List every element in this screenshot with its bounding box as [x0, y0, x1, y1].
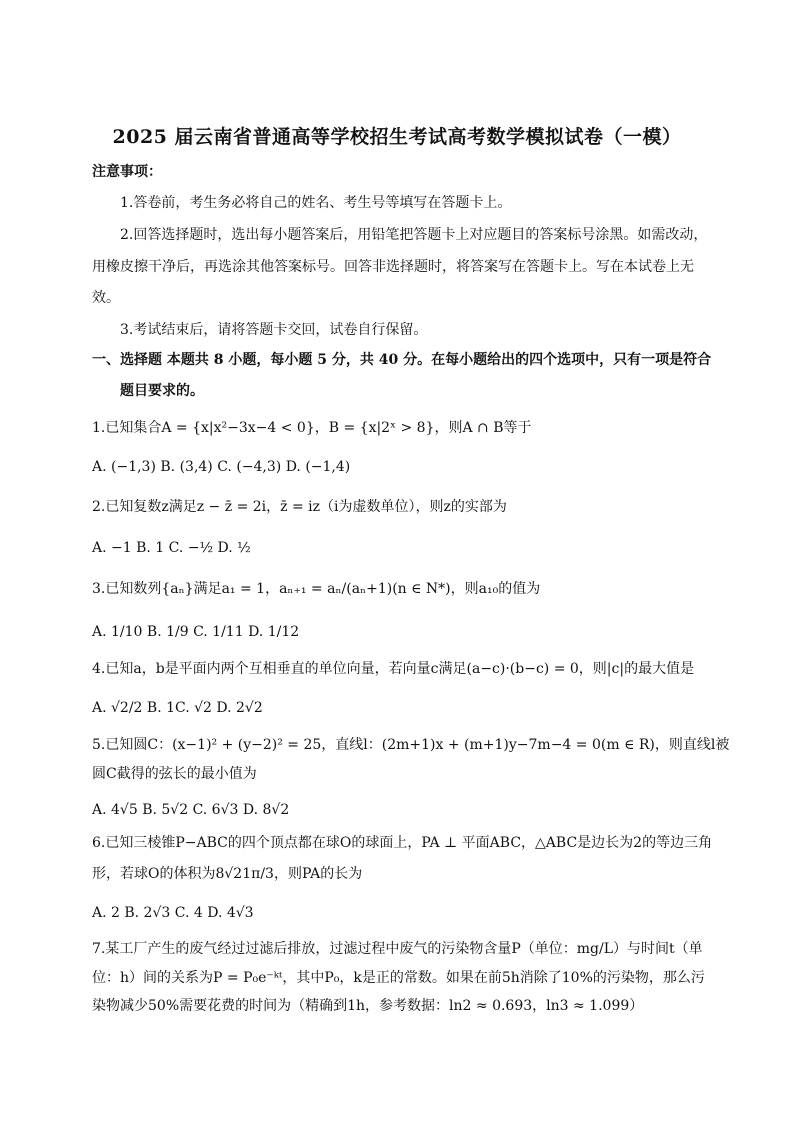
- question-4-stem: 4.已知a，b是平面内两个互相垂直的单位向量，若向量c满足(a−c)·(b−c) = 0，则|c|的最大值是: [92, 661, 695, 677]
- question-2-options: A. −1 B. 1 C. −½ D. ½: [92, 540, 251, 556]
- notice-2-end: 效。: [92, 290, 120, 306]
- notice-3: 3.考试结束后，请将答题卡交回，试卷自行保留。: [120, 322, 428, 338]
- page-title: 2025 届云南省普通高等学校招生考试高考数学模拟试卷（一模）: [112, 126, 682, 148]
- question-5-stem-cont: 圆C截得的弦长的最小值为: [92, 766, 257, 782]
- question-6-stem: 6.已知三棱锥P−ABC的四个顶点都在球O的球面上，PA ⊥ 平面ABC，△ABC是边长为2的等边三角: [92, 835, 713, 851]
- question-7-stem-cont: 位：h）间的关系为P = P₀e⁻ᵏᵗ，其中P₀，k是正的常数。如果在前5h消除了10%的污染物，那么污: [92, 970, 705, 986]
- question-5-options: A. 4√5 B. 5√2 C. 6√3 D. 8√2: [92, 802, 290, 818]
- section-heading: 一、选择题 本题共 8 小题，每小题 5 分，共 40 分。在每小题给出的四个选项中，只有一项是符合: [92, 352, 712, 368]
- question-1-stem: 1.已知集合A = {x|x²−3x−4 < 0}，B = {x|2ˣ > 8}，则A ∩ B等于: [92, 420, 532, 436]
- notice-heading: 注意事项：: [92, 164, 162, 180]
- notice-2-cont: 用橡皮擦干净后，再选涂其他答案标号。回答非选择题时，将答案写在答题卡上。写在本试卷上无: [92, 259, 694, 275]
- question-6-options: A. 2 B. 2√3 C. 4 D. 4√3: [92, 905, 254, 921]
- notice-1: 1.答卷前，考生务必将自己的姓名、考生号等填写在答题卡上。: [120, 195, 512, 211]
- question-2-stem: 2.已知复数z满足z − z̄ = 2i，z̄ = iz（i为虚数单位），则z的实部为: [92, 499, 507, 515]
- question-7-stem-end: 染物减少50%需要花费的时间为（精确到1h，参考数据：ln2 ≈ 0.693，ln3 ≈ 1.099）: [92, 998, 644, 1014]
- section-heading-cont: 题目要求的。: [120, 383, 204, 399]
- question-3-options: A. 1/10 B. 1/9 C. 1/11 D. 1/12: [92, 624, 300, 640]
- question-6-stem-cont: 形，若球O的体积为8√21π/3，则PA的长为: [92, 866, 363, 882]
- question-3-stem: 3.已知数列{aₙ}满足a₁ = 1，aₙ₊₁ = aₙ/(aₙ+1)(n ∈ N*)，则a₁₀的值为: [92, 581, 541, 597]
- notice-2: 2.回答选择题时，选出每小题答案后，用铅笔把答题卡上对应题目的答案标号涂黑。如需改动，: [120, 227, 708, 243]
- question-5-stem: 5.已知圆C：(x−1)² + (y−2)² = 25，直线l：(2m+1)x + (m+1)y−7m−4 = 0(m ∈ R)，则直线l被: [92, 737, 730, 753]
- question-1-options: A. (−1,3) B. (3,4) C. (−4,3) D. (−1,4): [92, 459, 351, 475]
- question-4-options: A. √2/2 B. 1C. √2 D. 2√2: [92, 700, 263, 716]
- question-7-stem: 7.某工厂产生的废气经过过滤后排放，过滤过程中废气的污染物含量P（单位：mg/L）与时间t（单: [92, 941, 703, 957]
